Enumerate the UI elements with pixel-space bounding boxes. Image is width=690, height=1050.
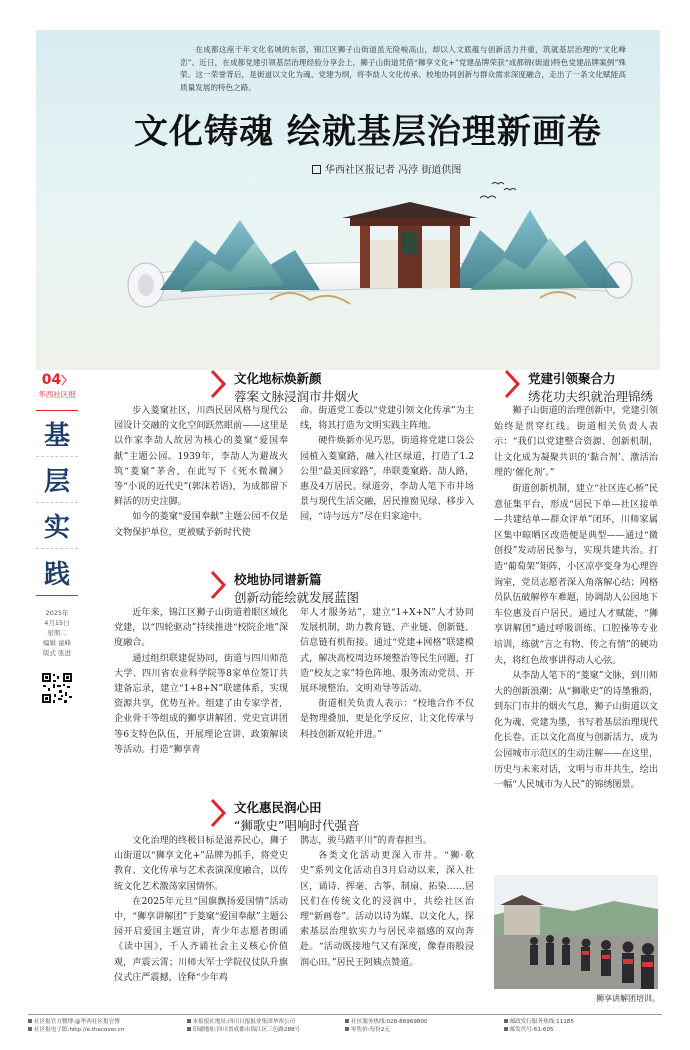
- article-column: [494, 404, 658, 794]
- paragraph: 街道相关负责人表示：“校地合作不仅是物理叠加，更是化学反应，让文化传承与科技创新双轮并进。”: [300, 699, 474, 740]
- section-subtitle: 蓉案文脉浸润市井烟火: [234, 389, 360, 404]
- paragraph: 各类文化活动更深入市井。“狮·歌史”系列文化活动自3月启动以来，深入社区，诵诗、挥毫、古筝、制扇、拓染……居民们在传统文化的浸润中，共绘社区治理“新画卷”。活动以诗为媒、以文化人，探索基层治理软实力与居民幸福感的双向奔赴。“活动既接地气又有深度，像春雨般浸润心田。”居民王阿姨点赞道。: [300, 851, 474, 968]
- footer-column: [28, 1015, 187, 1036]
- issue-line: 2025年: [45, 609, 69, 617]
- footer-item: 邮发代号:61-605: [504, 1027, 554, 1033]
- paragraph: 文化治理的终极目标是滋养民心，狮子山街道以“狮享文化+”品牌为抓手，将党史教育、文化传承与艺术表演深度融合，以传统文化艺术激荡家国情怀。: [114, 836, 288, 892]
- issue-line: 星期二: [47, 629, 67, 637]
- photo-caption: 狮享讲解团培训。: [596, 994, 660, 1003]
- section-title: 党建引领聚合力: [528, 371, 616, 386]
- sidebar: [36, 372, 78, 704]
- scroll-illustration: [120, 180, 660, 350]
- footer-item: 零售价:每份2元: [345, 1027, 390, 1033]
- section-name: 华西社区报: [38, 390, 76, 399]
- article-column: [114, 606, 288, 758]
- section-subtitle: 绣花功夫织就治理锦绣: [528, 389, 654, 404]
- chevron-right-icon: [210, 798, 228, 828]
- footer-item: 社区服务热线:028-86969800: [345, 1019, 428, 1025]
- article-column: [114, 834, 288, 986]
- article-column: [300, 404, 474, 526]
- paragraph: 硬件焕新亦见巧思，街道将党建口袋公园植入菱窠路，融入社区绿道，打造了1.2公里“最美回家路”，串联菱窠路、劼人路，惠及4万居民。绿道旁，李劼人笔下市井场景与现代生活交融，居民推窗见绿、移步入园，“诗与远方”尽在归家途中。: [300, 436, 474, 523]
- paragraph: 年人才服务站”，建立“1+X+N”人才协同发展机制，助力教育链、产业链、创新链、信息链有机衔接。通过“党建+网格”联建模式，解决高校周边环境整治等民生问题，打造“校友之家”特色阵地、服务流动党员、开展环境整治、文明劝导等活动。: [300, 608, 474, 695]
- paragraph: 命。街道党工委以“党建引领文化传承”为主线，将其打造为文明实践主阵地。: [300, 406, 474, 432]
- article-column: [300, 834, 474, 971]
- paragraph: 鹊志，骏马踏平川”的青春担当。: [300, 836, 432, 846]
- section-title: 文化地标焕新颜: [234, 371, 322, 386]
- chevron-right-icon: [210, 570, 228, 600]
- column-title: [36, 410, 78, 596]
- paragraph: 狮子山街道的治理创新中，党建引领始终是贯穿红线。街道相关负责人表示：“我们以党建整合资源、创新机制，让文化成为凝聚共识的‘黏合剂’、激活治理的‘催化剂’。”: [494, 406, 658, 479]
- article-column: [300, 606, 474, 743]
- footer-item: 社区报电子版:http://e.thecover.cn: [28, 1027, 124, 1033]
- arrow-icon: 〉: [61, 374, 73, 387]
- training-photo: [494, 875, 658, 989]
- page-number: [36, 372, 78, 388]
- footer-item: 社区报官方微博:@华西社区报官博: [28, 1019, 120, 1025]
- paragraph: 通过组织联建促协同，街道与四川师范大学、四川省农业科学院等8家单位签订共建备忘录，建立“1+8+N”联建体系，实现资源共享，优势互补。组建了由专家学者，企业骨干等组成的狮享讲解团、党史宣讲团等6支特色队伍，开展理论宣讲、政策解读等活动。打造“狮享青: [114, 653, 288, 755]
- footer-item: 邮政发行服务热线:11185: [504, 1019, 574, 1025]
- byline-text: 华西社区报记者 冯浡 街道供图: [325, 165, 462, 176]
- section-subtitle: 创新动能绘就发展蓝图: [234, 590, 360, 605]
- page-title: 文化铸魂 绘就基层治理新画卷: [134, 112, 602, 152]
- byline-box-icon: [312, 165, 321, 174]
- footer-column: [187, 1015, 346, 1036]
- footer: [28, 1014, 662, 1036]
- issue-line: 编辑 童峰: [42, 639, 72, 647]
- issue-date-block: [36, 608, 78, 658]
- chevron-right-icon: [504, 369, 522, 399]
- byline: [312, 161, 461, 176]
- column-title-char: 实: [36, 503, 78, 549]
- footer-column: [345, 1015, 504, 1036]
- paragraph: 近年来，锦江区狮子山街道着眼区域化党建，以“四轮驱动”持续推进“校院企地”深度融合。: [114, 608, 288, 649]
- qr-code-icon[interactable]: [41, 672, 73, 704]
- paragraph: 如今的菱窠“爱国奉献”主题公园不仅是文物保护单位，更被赋予新时代使: [114, 512, 288, 538]
- footer-column: [504, 1015, 663, 1036]
- column-title-char: 基: [36, 411, 78, 457]
- chevron-right-icon: [210, 369, 228, 399]
- paragraph: 从李劼人笔下的“菱窠”文脉，到川师大的创新浪潮；从“狮歌史”的诗墨雅韵，到东门市井的烟火气息，狮子山街道以文化为魂、党建为墨，书写着基层治理现代化长卷。正以文化高度与创新活力，成为公园城市示范区的生动注解——在这里，历史与未来对话，文明与市井共生，绘出一幅“人民城市为人民”的锦绣图景。: [494, 671, 658, 791]
- column-title-char: 践: [43, 559, 70, 590]
- article-column: [114, 404, 288, 541]
- footer-item: 本报报社地址:四川日报报业集团华西公司: [187, 1019, 296, 1025]
- footer-item: 印刷地址:四川省成都市锦江区三色路288号: [187, 1027, 301, 1033]
- page-number-value: 04: [41, 372, 62, 388]
- section-title: 校地协同谱新篇: [234, 572, 322, 587]
- issue-line: 4月15日: [44, 619, 70, 627]
- paragraph: 街道创新机制，建立“社区连心桥”民意征集平台，形成“居民下单—社区接单—共建结单—群众评单”闭环，川师家属区集中晾晒区改造便是典型——通过“微创投”发动居民参与，实现共建共治。打造“葡萄架”矩阵，小区凉亭变身为心理咨询室，党员志愿者深入角落解心结；网格员队伍破解停车难题，协调劼人公园地下车位惠及百户居民。通过人才赋能，“狮享讲解团”通过呼吸训练、口腔操等专业培训，练就“言之有物、传之有情”的硬功夫，将红色故事讲得动人心弦。: [494, 483, 658, 666]
- section-title: 文化惠民润心田: [234, 800, 322, 815]
- intro-paragraph: 在成都这座千年文化名城的东部，锦江区狮子山街道虽无险峻高山，却以人文底蕴与创新活力并重，筑就基层治理的“文化峰峦”。近日，在成都党建引领基层治理经验分享会上，狮子山街道凭借“狮享文化+”党建品牌荣获“成都锦(街道)特色党建品牌案例”殊荣。这一荣誉背后，是街道以文化为魂、党建为纲，将李劼人文化传承、校地协同创新与群众需求深度融合，走出了一条文化赋能高质量发展的特色之路。: [180, 45, 626, 92]
- paragraph: 步入菱窠社区，川西民居风格与现代公园设计交融的文化空间跃然眼前——这里是以作家李劼人故居为核心的菱窠“爱国奉献”主题公园。1939年，李劼人为避战火筑“菱窠”茅舍，在此写下《死水微澜》等“小说的近代史”(郭沫若语)，为成都留下鲜活的历史注脚。: [114, 406, 288, 508]
- issue-line: 版式 张进: [42, 649, 72, 657]
- paragraph: 在2025年元旦“国旗飘扬爱国情”活动中，“狮享讲解团”于菱窠“爱国奉献”主题公园开启爱国主题宣讲，青少年志愿者朗诵《读中国》，千人齐诵社会主义核心价值观，声震云霄；川师大军士学院仪仗队升旗仪式庄严震撼，诠释“少年鸡: [114, 896, 288, 983]
- section-subtitle: “狮歌史”唱响时代强音: [234, 818, 360, 833]
- column-title-char: 层: [36, 457, 78, 503]
